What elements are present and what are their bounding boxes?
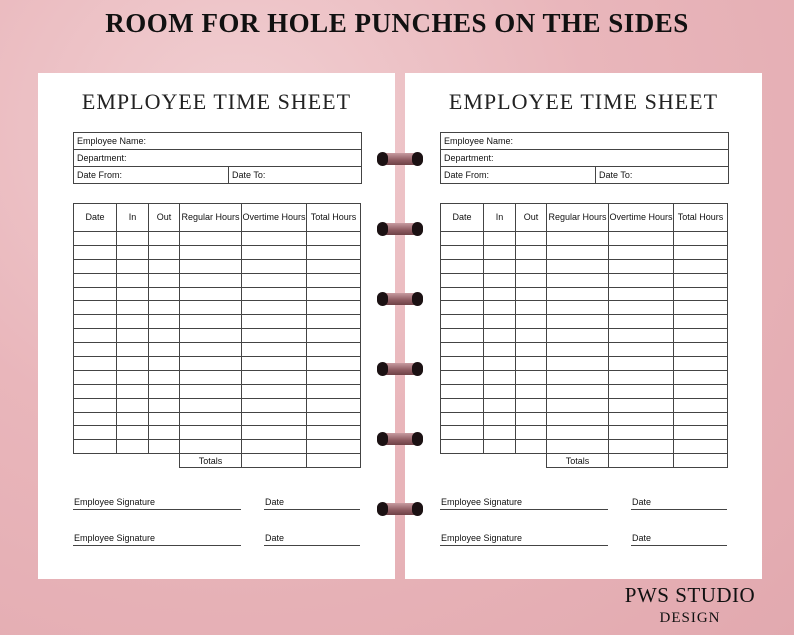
table-cell [547,426,609,440]
table-cell [609,426,674,440]
totals-overtime-cell [609,454,674,468]
table-cell [484,259,516,273]
table-row [441,384,728,398]
table-cell [117,412,149,426]
employee-name-label: Employee Name: [444,136,514,146]
table-cell [180,245,242,259]
table-row [74,301,361,315]
sheet-title: EMPLOYEE TIME SHEET [448,89,719,114]
date-to-label: Date To: [232,170,266,180]
table-cell [609,329,674,343]
time-log-table [73,203,361,468]
table-cell [117,357,149,371]
table-row [74,329,361,343]
table-cell [74,343,117,357]
table-cell [674,370,728,384]
table-cell [674,273,728,287]
table-cell [516,412,547,426]
table-cell [484,343,516,357]
table-cell [74,287,117,301]
studio-sub: DESIGN [659,610,721,626]
department-label: Department: [444,153,494,163]
table-cell [609,343,674,357]
table-cell [674,329,728,343]
table-cell [117,273,149,287]
table-cell [117,343,149,357]
table-cell [516,440,547,454]
table-cell [242,426,307,440]
table-row [74,370,361,384]
table-cell [149,232,180,246]
table-cell [516,398,547,412]
table-cell [609,259,674,273]
table-cell [307,301,361,315]
table-row [441,370,728,384]
col-date: Date [441,204,484,232]
table-cell [441,440,484,454]
table-cell [547,315,609,329]
table-row [441,259,728,273]
table-cell [547,259,609,273]
punch-hole-icon [377,362,388,376]
col-regular-hours: Regular Hours [180,204,242,232]
table-cell [441,287,484,301]
table-cell [180,315,242,329]
time-log-table [440,203,728,468]
table-cell [609,357,674,371]
table-cell [307,398,361,412]
table-cell [441,245,484,259]
table-cell [74,398,117,412]
table-cell [484,412,516,426]
table-cell [180,287,242,301]
totals-label: Totals [180,454,242,468]
table-cell [74,370,117,384]
table-cell [180,259,242,273]
table-cell [307,273,361,287]
table-cell [484,315,516,329]
sheet-title: EMPLOYEE TIME SHEET [81,89,352,114]
table-cell [307,357,361,371]
table-cell [180,357,242,371]
date-label: Date [632,533,652,543]
table-cell [149,301,180,315]
table-cell [180,301,242,315]
table-cell [180,384,242,398]
table-cell [307,440,361,454]
col-in: In [117,204,149,232]
punch-hole-icon [412,362,423,376]
department-label: Department: [77,153,127,163]
table-cell [307,259,361,273]
table-cell [674,384,728,398]
table-cell [149,412,180,426]
binder-ring [378,503,422,515]
table-cell [242,384,307,398]
table-cell [242,273,307,287]
date-label: Date [265,497,285,507]
table-row [74,287,361,301]
binder-ring [378,293,422,305]
table-cell [516,370,547,384]
table-cell [516,343,547,357]
table-cell [149,384,180,398]
table-cell [484,357,516,371]
table-cell [149,245,180,259]
table-cell [180,398,242,412]
table-cell [547,398,609,412]
col-date: Date [74,204,117,232]
table-cell [609,287,674,301]
date-from-label: Date From: [441,167,596,183]
table-row [441,412,728,426]
table-cell [441,273,484,287]
table-cell [674,245,728,259]
table-row [441,426,728,440]
table-cell [441,357,484,371]
table-cell [74,301,117,315]
table-cell [180,370,242,384]
punch-hole-icon [412,292,423,306]
table-cell [441,301,484,315]
table-row [74,273,361,287]
signature-line-1 [73,497,241,510]
table-cell [242,343,307,357]
table-cell [547,384,609,398]
table-cell [117,232,149,246]
table-cell [674,343,728,357]
table-cell [484,329,516,343]
table-cell [242,301,307,315]
col-out: Out [149,204,180,232]
signature-date-line-1 [631,497,727,510]
table-cell [516,232,547,246]
col-total-hours: Total Hours [674,204,728,232]
table-cell [441,398,484,412]
table-cell [441,384,484,398]
table-cell [149,343,180,357]
table-row [441,315,728,329]
table-cell [441,370,484,384]
table-cell [484,370,516,384]
binder-ring [378,223,422,235]
table-cell [516,357,547,371]
table-cell [609,440,674,454]
table-cell [484,287,516,301]
table-cell [674,440,728,454]
table-cell [674,426,728,440]
signature-line-1 [440,497,608,510]
table-cell [609,412,674,426]
table-cell [117,426,149,440]
table-cell [674,315,728,329]
table-cell [547,357,609,371]
table-cell [117,384,149,398]
table-cell [149,370,180,384]
table-cell [516,329,547,343]
signature-date-line-2 [631,533,727,546]
table-cell [547,232,609,246]
table-row [74,315,361,329]
signature-label: Employee Signature [74,497,156,507]
right-page [405,73,762,579]
table-cell [609,384,674,398]
table-cell [441,329,484,343]
table-cell [74,412,117,426]
table-cell [484,384,516,398]
table-cell [547,440,609,454]
punch-hole-icon [377,292,388,306]
table-cell [149,357,180,371]
table-cell [149,398,180,412]
date-to-label: Date To: [599,170,633,180]
table-cell [242,287,307,301]
table-cell [117,440,149,454]
table-row [74,245,361,259]
table-cell [441,315,484,329]
table-cell [516,426,547,440]
col-in: In [484,204,516,232]
table-cell [74,232,117,246]
table-cell [547,370,609,384]
date-from-label: Date From: [74,167,229,183]
table-cell [441,232,484,246]
table-cell [547,287,609,301]
table-cell [674,287,728,301]
table-cell [242,315,307,329]
table-cell [117,370,149,384]
table-cell [516,287,547,301]
table-cell [441,412,484,426]
table-cell [180,440,242,454]
totals-label: Totals [547,454,609,468]
binder-ring [378,363,422,375]
table-cell [441,426,484,440]
table-cell [547,329,609,343]
table-cell [516,273,547,287]
table-cell [117,329,149,343]
table-cell [149,440,180,454]
table-cell [307,426,361,440]
table-row [441,398,728,412]
table-row [441,357,728,371]
table-cell [74,259,117,273]
table-cell [609,398,674,412]
table-cell [547,273,609,287]
left-page [38,73,395,579]
signature-label: Employee Signature [74,533,156,543]
table-cell [149,426,180,440]
punch-hole-icon [377,502,388,516]
table-cell [242,357,307,371]
studio-name: PWS STUDIO [624,583,756,607]
table-cell [307,412,361,426]
table-cell [149,273,180,287]
table-cell [117,287,149,301]
table-cell [674,357,728,371]
table-cell [74,273,117,287]
studio-logo [600,583,780,627]
table-cell [242,259,307,273]
table-row [441,440,728,454]
binder-ring [378,433,422,445]
table-cell [74,245,117,259]
table-cell [242,398,307,412]
table-cell [242,412,307,426]
punch-hole-icon [412,152,423,166]
table-cell [609,232,674,246]
table-cell [674,301,728,315]
table-cell [242,232,307,246]
table-row [74,232,361,246]
table-cell [516,384,547,398]
table-row [74,259,361,273]
signature-line-2 [440,533,608,546]
table-cell [547,412,609,426]
table-cell [307,370,361,384]
table-row [74,426,361,440]
table-cell [117,259,149,273]
table-cell [674,259,728,273]
table-row [74,398,361,412]
table-cell [180,273,242,287]
table-row [441,329,728,343]
table-row [441,232,728,246]
col-out: Out [516,204,547,232]
punch-hole-icon [412,222,423,236]
table-cell [307,343,361,357]
table-cell [484,273,516,287]
table-cell [307,245,361,259]
table-row [74,343,361,357]
table-cell [117,301,149,315]
punch-hole-icon [377,222,388,236]
table-row [441,273,728,287]
table-cell [180,343,242,357]
table-cell [149,329,180,343]
table-cell [516,301,547,315]
punch-hole-icon [412,502,423,516]
table-cell [484,426,516,440]
table-cell [609,245,674,259]
table-cell [74,315,117,329]
table-cell [547,343,609,357]
signature-line-2 [73,533,241,546]
table-row [74,384,361,398]
signature-date-line-1 [264,497,360,510]
table-cell [242,370,307,384]
table-cell [484,398,516,412]
table-cell [674,232,728,246]
table-cell [547,245,609,259]
table-cell [149,315,180,329]
binder-ring [378,153,422,165]
table-cell [74,384,117,398]
table-cell [117,398,149,412]
col-overtime-hours: Overtime Hours [609,204,674,232]
col-regular-hours: Regular Hours [547,204,609,232]
punch-hole-icon [377,152,388,166]
table-cell [609,370,674,384]
table-row [441,245,728,259]
table-cell [484,232,516,246]
table-cell [307,287,361,301]
table-cell [117,315,149,329]
table-cell [516,245,547,259]
table-cell [74,329,117,343]
table-row [441,343,728,357]
employee-info-box [73,132,362,184]
table-row [441,301,728,315]
table-cell [516,315,547,329]
table-cell [484,301,516,315]
table-cell [242,245,307,259]
punch-hole-icon [377,432,388,446]
table-cell [180,426,242,440]
table-cell [441,343,484,357]
table-cell [484,440,516,454]
headline: ROOM FOR HOLE PUNCHES ON THE SIDES [105,8,689,38]
table-cell [180,329,242,343]
table-cell [242,329,307,343]
date-label: Date [632,497,652,507]
table-row [74,357,361,371]
signature-label: Employee Signature [441,533,523,543]
table-cell [307,384,361,398]
table-cell [307,315,361,329]
table-cell [242,440,307,454]
table-cell [484,245,516,259]
table-cell [149,259,180,273]
table-cell [609,315,674,329]
col-overtime-hours: Overtime Hours [242,204,307,232]
table-cell [74,440,117,454]
totals-total-cell [307,454,361,468]
table-cell [609,273,674,287]
table-cell [441,259,484,273]
table-cell [609,301,674,315]
table-cell [307,329,361,343]
table-row [441,287,728,301]
table-cell [74,426,117,440]
table-cell [74,357,117,371]
table-cell [149,287,180,301]
signature-label: Employee Signature [441,497,523,507]
totals-total-cell [674,454,728,468]
employee-info-box [440,132,729,184]
table-cell [674,398,728,412]
table-cell [117,245,149,259]
date-label: Date [265,533,285,543]
table-cell [547,301,609,315]
employee-name-label: Employee Name: [77,136,147,146]
table-cell [516,259,547,273]
table-row [74,412,361,426]
col-total-hours: Total Hours [307,204,361,232]
table-row [74,440,361,454]
signature-date-line-2 [264,533,360,546]
punch-hole-icon [412,432,423,446]
table-cell [307,232,361,246]
table-cell [674,412,728,426]
table-cell [180,412,242,426]
totals-overtime-cell [242,454,307,468]
table-cell [180,232,242,246]
